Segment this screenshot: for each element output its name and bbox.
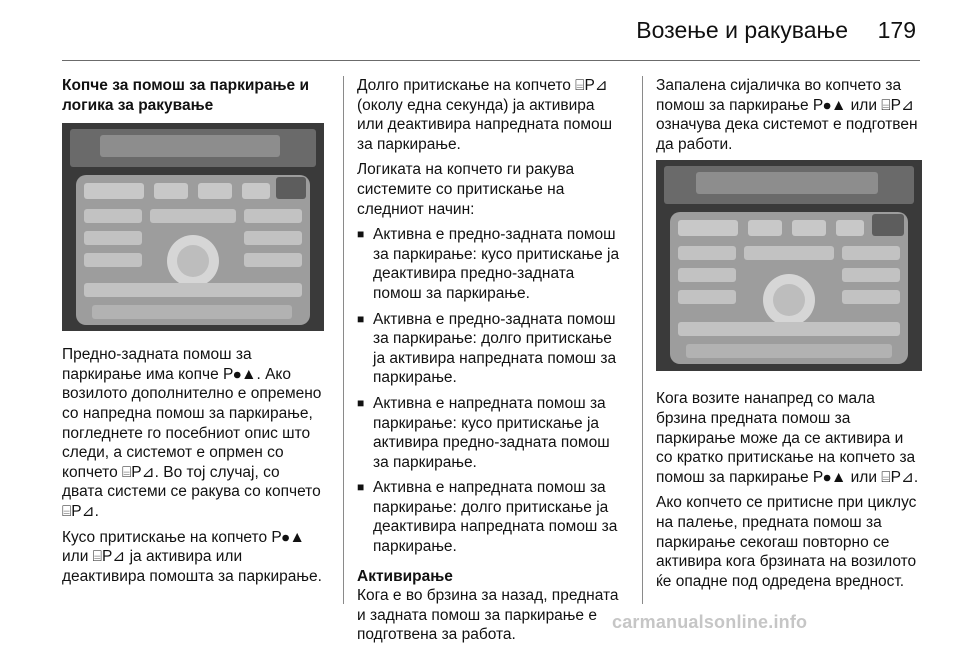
console-photo [656,160,922,371]
list-item-text: Активна е напредната помош за паркирање: кусо притискање ја активира предно-задната помош за паркирање. [373,394,610,471]
column-divider [642,76,643,604]
paragraph: Кога возите нанапред со мала брзина предната помош за паркирање може да се активира и со кратко притискање на копчето за помош за паркирање P⦁▲ или ⌸P⊿. [656,390,919,486]
list-item-text: Активна е предно-задната помош за паркирање: кусо притискање ја деактивира предно-задната помош за паркирање. [373,226,620,302]
paragraph: Предно-задната помош за паркирање има копче P⦁▲. Ако возилото дополнително е опремено со напредна помош за паркирање, погледнете го посебниот опис што следи, а системот е опрмен со копчето ⌸P⊿. Во тој случај, со двата системи се ракува со копчето ⌸P⊿. [62,346,322,520]
page-header [0,0,960,62]
console-illustration [656,160,922,371]
paragraph: Долго притискање на копчето ⌸P⊿ (околу една секунда) ја активира или деактивира напредната помош за паркирање. [357,77,613,153]
list-item [357,225,625,303]
header-rule [62,60,920,61]
square-bullet-icon: ■ [357,395,365,410]
list-item-text: Активна е напредната помош за паркирање: долго притискање ја деактивира напредната помош за паркирање. [373,479,618,556]
console-illustration [62,123,324,331]
bullet-list [357,225,625,557]
square-bullet-icon: ■ [357,227,365,242]
column-2 [357,76,625,651]
column-3 [656,76,922,597]
list-item [357,478,625,556]
paragraph: Запалена сијаличка во копчето за помош за паркирање P⦁▲ или ⌸P⊿ означува дека системот е подготвен да работи. [656,77,918,153]
page-number: 179 [877,17,916,43]
section-title: Возење и ракување [636,17,848,43]
paragraph: Ако копчето се притисне при циклус на палење, предната помош за паркирање секогаш повторно се активира кога брзината на возилото ќе опадне под одредена вредност. [656,494,917,590]
paragraph: Логиката на копчето ги ракува системите со притискање на следниот начин: [357,161,575,218]
square-bullet-icon: ■ [357,480,365,495]
activation-heading: Активирање [357,567,453,585]
paragraph: Кусо притискање на копчето P⦁▲ или ⌸P⊿ ја активира или деактивира помошта за паркирање. [62,528,322,585]
column-divider [343,76,344,604]
console-photo [62,123,324,331]
list-item-text: Активна е предно-задната помош за паркирање: долго притискање ја активира напредната помош за паркирање. [373,310,617,387]
list-item [357,310,625,388]
list-item [357,394,625,472]
section-heading: Копче за помош за паркирање и логика за ракување [62,77,309,114]
paragraph: Кога е во брзина за назад, предната и задната помош за паркирање е подготвена за работа. [357,587,619,644]
watermark: carmanualsonline.info [612,612,808,632]
square-bullet-icon: ■ [357,311,365,326]
column-1 [62,76,324,592]
